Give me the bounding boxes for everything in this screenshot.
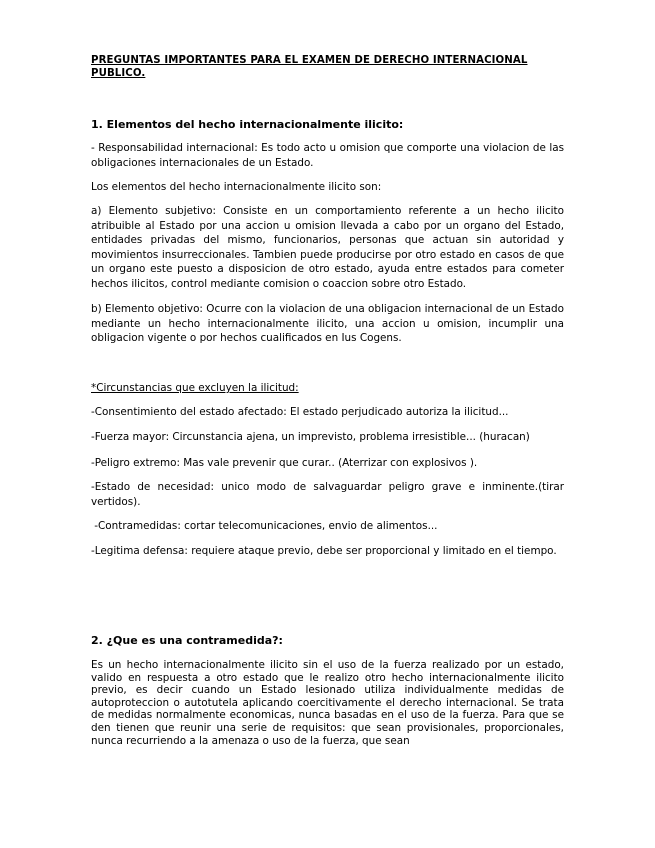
circunstancias-heading: *Circunstancias que excluyen la ilicitud: [91,382,299,394]
paragraph-responsabilidad: - Responsabilidad internacional: Es todo acto u omision que comporte una violacion de las obligaciones internacionales de un Estado. [91,142,564,169]
list-item-fuerza-mayor: -Fuerza mayor: Circunstancia ajena, un imprevisto, problema irresistible... (huracan) [91,431,530,443]
list-item-contramedidas: -Contramedidas: cortar telecomunicaciones, envio de alimentos... [91,520,438,532]
paragraph-intro-elementos: Los elementos del hecho internacionalmente ilicito son: [91,181,382,193]
section-2-heading: 2. ¿Que es una contramedida?: [91,634,283,647]
list-item-estado-necesidad: -Estado de necesidad: unico modo de salvaguardar peligro grave e inminente.(tirar vertidos). [91,481,564,508]
list-item-peligro-extremo: -Peligro extremo: Mas vale prevenir que curar.. (Aterrizar con explosivos ). [91,457,478,469]
list-item-consentimiento: -Consentimiento del estado afectado: El estado perjudicado autoriza la ilicitud... [91,406,509,418]
list-item-legitima-defensa: -Legitima defensa: requiere ataque previo, debe ser proporcional y limitado en el tiempo. [91,545,557,557]
document-title: PREGUNTAS IMPORTANTES PARA EL EXAMEN DE DERECHO INTERNACIONAL PUBLICO. [91,55,528,79]
paragraph-contramedida: Es un hecho internacionalmente ilicito sin el uso de la fuerza realizado por un estado, valido en respuesta a otro estado que le realizo otro hecho internacionalmente ilicito previo, es decir cuando un Estado lesionado utiliza individualmente medidas de autoproteccion o autotutela aplicando coercitivamente el derecho internacional. Se trata de medidas normalmente economicas, nunca basadas en el uso de la fuerza. Para que se den tienen que reunir una serie de requisitos: que sean provisionales, proporcionales, nunca recurriendo a la amenaza o uso de la fuerza, que sean [91,659,564,747]
paragraph-elemento-objetivo: b) Elemento objetivo: Ocurre con la violacion de una obligacion internacional de un Estado mediante un hecho internacionalmente ilicito, una accion u omision, incumplir una obligacion vigente o por hechos cualificados en Ius Cogens. [91,303,564,345]
paragraph-elemento-subjetivo: a) Elemento subjetivo: Consiste en un comportamiento referente a un hecho ilicito atribuible al Estado por una accion u omision llevada a cabo por un organo del Estado, entidades privadas del mismo, funcionarios, personas que actuan sin autoridad y movimientos insurreccionales. Tambien puede producirse por otro estado en casos de que un organo este puesto a disposicion de otro estado, ayuda entre estados para cometer hechos ilicitos, control mediante comision o coaccion sobre otro Estado. [91,205,564,290]
section-1-heading: 1. Elementos del hecho internacionalmente ilicito: [91,118,404,131]
